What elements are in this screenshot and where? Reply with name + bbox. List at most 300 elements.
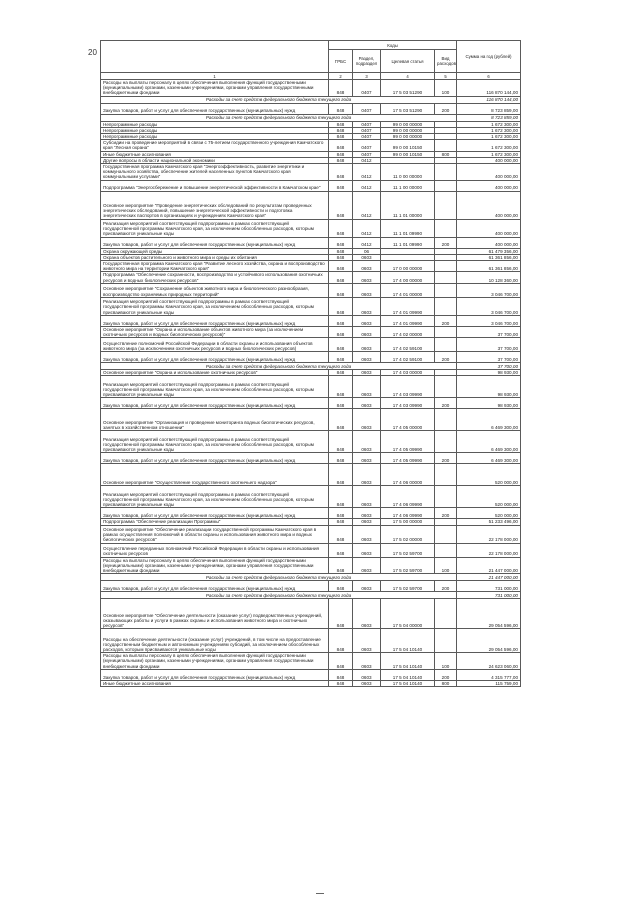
section-cell: 0603 — [353, 315, 381, 326]
codes-group-header: Коды — [329, 41, 457, 50]
grbs-cell: 848 — [329, 315, 353, 326]
grbs-cell: 848 — [329, 653, 353, 670]
section-cell: 0603 — [353, 581, 381, 592]
expense-type-cell — [435, 543, 457, 557]
expense-type-cell — [435, 376, 457, 398]
section-cell: 0407 — [353, 80, 381, 97]
row-name: Подпрограмма "Энергосбережение и повышение энергетической эффективности в Камчатском крае" — [101, 180, 329, 191]
grbs-cell: 848 — [329, 134, 353, 140]
target-article-cell: 17 4 06 09990 — [381, 486, 435, 508]
amount-cell: 400 000,00 — [457, 157, 521, 163]
amount-cell: 520 000,00 — [457, 464, 521, 486]
expense-type-cell: 100 — [435, 80, 457, 97]
expense-type-cell — [435, 140, 457, 151]
amount-cell: 22 178 000,00 — [457, 525, 521, 543]
amount-cell: 98 930,00 — [457, 370, 521, 376]
section-cell: 0603 — [353, 254, 381, 260]
source-label: Расходы за счет средств федерального бюджета текущего года — [101, 363, 457, 370]
target-article-cell: 17 4 03 00000 — [381, 370, 435, 376]
table-row — [101, 237, 521, 248]
amount-cell: 520 000,00 — [457, 508, 521, 519]
row-name: Основное мероприятие "Охрана и использование объектов животного мира (за исключением охотничьих ресурсов и водных биологических ресурсов)" — [101, 326, 329, 337]
amount-cell: 61 361 856,00 — [457, 254, 521, 260]
expense-type-cell: 800 — [435, 151, 457, 157]
amount-cell: 3 046 700,00 — [457, 283, 521, 297]
grbs-cell: 848 — [329, 464, 353, 486]
sum-column-header: Сумма на год (рублей) — [457, 41, 521, 73]
table-row — [101, 599, 521, 629]
amount-cell: 22 178 000,00 — [457, 543, 521, 557]
grbs-cell: 848 — [329, 121, 353, 127]
row-name: Осуществление переданных полномочий Российской Федерации в области охраны и использования охотничьих ресурсов — [101, 543, 329, 557]
target-article-cell: 17 4 00 00000 — [381, 272, 435, 283]
section-cell: 0407 — [353, 127, 381, 133]
amount-cell: 51 233 496,00 — [457, 519, 521, 525]
section-cell: 0603 — [353, 409, 381, 431]
grbs-cell: 848 — [329, 525, 353, 543]
expense-type-cell — [435, 431, 457, 453]
amount-cell: 116 870 144,00 — [457, 80, 521, 97]
expense-type-cell — [435, 180, 457, 191]
row-name: Основное мероприятие "Обеспечение деятельности (оказание услуг) подведомственных учреждений, оказывающих работы и услуги в рамках охраны и использования животного мира и охотничьих ресурсов" — [101, 599, 329, 629]
budget-table — [100, 40, 521, 687]
section-cell: 0603 — [353, 283, 381, 297]
row-name: Основное мероприятие "Сохранение объектов животного мира и биологического разнообразия, воспроизводство охраняемых природных территорий" — [101, 283, 329, 297]
expense-type-cell: 200 — [435, 398, 457, 409]
section-cell: 0407 — [353, 151, 381, 157]
table-row — [101, 669, 521, 680]
row-name: Основное мероприятие "Обеспечение реализации государственной программы Камчатского края в рамках осуществления полномочий в области охраны и использования животного мира и водных биологических ресурсов" — [101, 525, 329, 543]
target-article-cell: 17 5 04 10140 — [381, 669, 435, 680]
amount-cell: 37 700,00 — [457, 352, 521, 363]
expense-type-cell — [435, 326, 457, 337]
grbs-cell: 848 — [329, 519, 353, 525]
target-article-cell: 99 0 00 00000 — [381, 121, 435, 127]
column-number: 1 — [101, 73, 329, 80]
section-cell: 0603 — [353, 272, 381, 283]
expense-type-cell: 200 — [435, 315, 457, 326]
target-article-cell: 99 0 00 00000 — [381, 134, 435, 140]
expense-type-cell — [435, 338, 457, 352]
table-row — [101, 464, 521, 486]
row-name: Расходы на выплаты персоналу в целях обеспечения выполнения функций государственными (муниципальными) органами, казенными учреждениями, органами управления государственными внебюджетными фондами — [101, 557, 329, 574]
amount-cell: 731 000,00 — [457, 581, 521, 592]
table-row — [101, 581, 521, 592]
grbs-cell: 848 — [329, 352, 353, 363]
section-cell: 0603 — [353, 297, 381, 315]
section-cell: 0603 — [353, 669, 381, 680]
target-article-cell: 17 5 03 51290 — [381, 103, 435, 114]
table-row — [101, 486, 521, 508]
grbs-cell: 848 — [329, 508, 353, 519]
table-row — [101, 680, 521, 686]
grbs-cell: 848 — [329, 272, 353, 283]
target-article-cell: 99 0 00 10150 — [381, 140, 435, 151]
expense-type-cell — [435, 629, 457, 653]
column-number: 3 — [353, 73, 381, 80]
table-row — [101, 326, 521, 337]
amount-cell: 37 700,00 — [457, 338, 521, 352]
section-cell: 0412 — [353, 180, 381, 191]
section-cell: 0412 — [353, 219, 381, 237]
section-cell: 0412 — [353, 191, 381, 219]
grbs-cell: 848 — [329, 127, 353, 133]
table-row — [101, 272, 521, 283]
target-article-cell: 99 0 00 00000 — [381, 127, 435, 133]
table-row — [101, 352, 521, 363]
header-row — [101, 41, 521, 50]
column-number: 2 — [329, 73, 353, 80]
expense-type-cell: 200 — [435, 669, 457, 680]
expense-type-cell — [435, 525, 457, 543]
grbs-cell: 848 — [329, 453, 353, 464]
table-row — [101, 164, 521, 181]
section-cell: 0603 — [353, 326, 381, 337]
source-subrow — [101, 96, 521, 103]
amount-cell: 61 361 856,00 — [457, 261, 521, 272]
expense-type-cell — [435, 486, 457, 508]
row-name: Закупка товаров, работ и услуг для обеспечения государственных (муниципальных) нужд — [101, 508, 329, 519]
row-name: Основное мероприятие "Осуществление государственного охотничьего надзора" — [101, 464, 329, 486]
grbs-cell: 848 — [329, 326, 353, 337]
grbs-cell: 848 — [329, 557, 353, 574]
table-row — [101, 398, 521, 409]
section-cell: 0603 — [353, 525, 381, 543]
section-cell: 0603 — [353, 599, 381, 629]
expense-type-cell — [435, 599, 457, 629]
row-name: Осуществление полномочий Российской Федерации в области охраны и использования объектов животного мира (за исключением охотничьих ресурсов и водных биологических ресурсов) — [101, 338, 329, 352]
grbs-cell: 848 — [329, 581, 353, 592]
section-cell: 0603 — [353, 653, 381, 670]
amount-cell: 1 672 300,00 — [457, 134, 521, 140]
row-name: Государственная программа Камчатского края "Энергоэффективность, развитие энергетики и коммунального хозяйства, обеспечение жителей населенных пунктов Камчатского края коммунальными услугами" — [101, 164, 329, 181]
section-cell: 0603 — [353, 519, 381, 525]
table-row — [101, 543, 521, 557]
expense-type-cell: 200 — [435, 508, 457, 519]
row-name: Иные бюджетные ассигнования — [101, 680, 329, 686]
target-article-cell: 17 4 01 09990 — [381, 297, 435, 315]
footer-dash — [316, 893, 324, 894]
table-row — [101, 338, 521, 352]
section-cell: 0603 — [353, 543, 381, 557]
amount-cell: 116 870 144,00 — [457, 96, 521, 103]
section-cell: 0603 — [353, 352, 381, 363]
row-name: Закупка товаров, работ и услуг для обеспечения государственных (муниципальных) нужд — [101, 315, 329, 326]
amount-cell: 37 700,00 — [457, 363, 521, 370]
grbs-cell: 848 — [329, 669, 353, 680]
table-row — [101, 453, 521, 464]
row-name: Закупка товаров, работ и услуг для обеспечения государственных (муниципальных) нужд — [101, 103, 329, 114]
column-number: 6 — [457, 73, 521, 80]
amount-cell: 731 000,00 — [457, 592, 521, 599]
section-cell: 0603 — [353, 376, 381, 398]
table-row — [101, 80, 521, 97]
expense-type-cell — [435, 464, 457, 486]
amount-cell: 400 000,00 — [457, 237, 521, 248]
target-article-cell: 17 4 02 00000 — [381, 326, 435, 337]
row-name: Закупка товаров, работ и услуг для обеспечения государственных (муниципальных) нужд — [101, 352, 329, 363]
expense-type-cell — [435, 219, 457, 237]
row-name: Расходы на выплаты персоналу в целях обеспечения выполнения функций государственными (муниципальными) органами, казенными учреждениями, органами управления государственными внебюджетными фондами — [101, 80, 329, 97]
table-row — [101, 653, 521, 670]
amount-cell: 1 672 300,00 — [457, 140, 521, 151]
grbs-cell: 848 — [329, 151, 353, 157]
section-cell: 0603 — [353, 557, 381, 574]
amount-cell: 1 672 300,00 — [457, 151, 521, 157]
table-row — [101, 409, 521, 431]
grbs-header: ГРБС — [329, 50, 353, 73]
target-article-cell: 17 4 05 09990 — [381, 453, 435, 464]
amount-cell: 6 469 300,00 — [457, 409, 521, 431]
target-article-cell: 17 4 03 09990 — [381, 398, 435, 409]
target-article-cell: 17 5 04 10140 — [381, 629, 435, 653]
amount-cell: 37 700,00 — [457, 326, 521, 337]
target-article-cell: 17 5 04 10140 — [381, 680, 435, 686]
table-row — [101, 376, 521, 398]
expense-type-cell — [435, 164, 457, 181]
section-cell: 0603 — [353, 338, 381, 352]
target-article-cell: 17 4 05 00000 — [381, 409, 435, 431]
grbs-cell: 848 — [329, 486, 353, 508]
section-cell: 0603 — [353, 431, 381, 453]
grbs-cell: 848 — [329, 157, 353, 163]
section-cell: 0412 — [353, 164, 381, 181]
grbs-cell: 848 — [329, 398, 353, 409]
amount-cell: 400 000,00 — [457, 164, 521, 181]
row-name: Закупка товаров, работ и услуг для обеспечения государственных (муниципальных) нужд — [101, 581, 329, 592]
expense-type-cell — [435, 409, 457, 431]
source-label: Расходы за счет средств федерального бюджета текущего года — [101, 96, 457, 103]
amount-cell: 29 054 596,00 — [457, 599, 521, 629]
table-row — [101, 525, 521, 543]
target-article-header: Целевая статья — [381, 50, 435, 73]
target-article-cell: 11 1 00 00000 — [381, 180, 435, 191]
section-cell: 0407 — [353, 103, 381, 114]
expense-type-cell: 200 — [435, 103, 457, 114]
table-row — [101, 508, 521, 519]
row-name: Закупка товаров, работ и услуг для обеспечения государственных (муниципальных) нужд — [101, 398, 329, 409]
expense-type-cell — [435, 191, 457, 219]
amount-cell: 29 054 596,00 — [457, 629, 521, 653]
source-label: Расходы за счет средств федерального бюджета текущего года — [101, 592, 457, 599]
amount-cell: 98 930,00 — [457, 376, 521, 398]
amount-cell: 8 723 859,00 — [457, 103, 521, 114]
target-article-cell: 17 5 02 59700 — [381, 543, 435, 557]
section-cell: 0603 — [353, 453, 381, 464]
amount-cell: 1 672 300,00 — [457, 127, 521, 133]
expense-type-header: Вид расходов — [435, 50, 457, 73]
grbs-cell: 848 — [329, 338, 353, 352]
section-cell: 0407 — [353, 140, 381, 151]
row-name: Непрограммные расходы — [101, 127, 329, 133]
target-article-cell: 17 5 00 00000 — [381, 519, 435, 525]
target-article-cell: 17 4 01 00000 — [381, 283, 435, 297]
table-row — [101, 219, 521, 237]
grbs-cell: 848 — [329, 409, 353, 431]
table-row — [101, 431, 521, 453]
grbs-cell: 848 — [329, 191, 353, 219]
grbs-cell: 848 — [329, 80, 353, 97]
amount-cell: 1 672 300,00 — [457, 121, 521, 127]
section-cell: 0603 — [353, 680, 381, 686]
expense-type-cell: 200 — [435, 581, 457, 592]
grbs-cell: 848 — [329, 261, 353, 272]
row-name: Реализация мероприятий соответствующей подпрограммы в рамках соответствующей государственной программы Камчатского края, за исключением обособленных расходов, которым присваиваются уникальные коды — [101, 219, 329, 237]
amount-cell: 115 759,00 — [457, 680, 521, 686]
target-article-cell: 17 5 02 59700 — [381, 557, 435, 574]
source-subrow — [101, 114, 521, 121]
table-row — [101, 283, 521, 297]
expense-type-cell: 200 — [435, 453, 457, 464]
grbs-cell: 848 — [329, 599, 353, 629]
table-row — [101, 297, 521, 315]
grbs-cell: 848 — [329, 543, 353, 557]
amount-cell: 24 623 060,00 — [457, 653, 521, 670]
expense-type-cell — [435, 283, 457, 297]
table-row — [101, 103, 521, 114]
amount-cell: 6 469 300,00 — [457, 453, 521, 464]
section-cell: 0603 — [353, 508, 381, 519]
target-article-cell: 17 4 02 59100 — [381, 338, 435, 352]
row-name: Закупка товаров, работ и услуг для обеспечения государственных (муниципальных) нужд — [101, 453, 329, 464]
row-name: Основное мероприятие "Охрана и использование охотничьих ресурсов" — [101, 370, 329, 376]
row-name: Основное мероприятие "Проведение энергетических обследований по результатам проведенных энергетических обследований, повышение энергетической эффективности и подготовка энергетических паспортов в организациях и учреждениях Камчатского края" — [101, 191, 329, 219]
page-number: 20 — [88, 48, 97, 57]
section-cell: 0412 — [353, 237, 381, 248]
target-article-cell: 17 4 06 09990 — [381, 508, 435, 519]
row-name: Государственная программа Камчатского края "Развитие лесного хозяйства, охрана и воспроизводство животного мира на территории Камчатского края" — [101, 261, 329, 272]
grbs-cell: 848 — [329, 297, 353, 315]
amount-cell: 98 930,00 — [457, 398, 521, 409]
expense-type-cell: 200 — [435, 237, 457, 248]
table-row — [101, 557, 521, 574]
section-cell: 0603 — [353, 370, 381, 376]
row-name: Расходы на обеспечение деятельности (оказание услуг) учреждений, в том числе на предоставление государственным бюджетным и автономным учреждениям субсидий, за исключением обособленных расходов, которым присваиваются уникальные коды — [101, 629, 329, 653]
source-subrow — [101, 592, 521, 599]
row-name: Основное мероприятие "Организация и проведение мониторинга водных биологических ресурсов, занятых в хозяйственном отношении" — [101, 409, 329, 431]
row-name: Охрана окружающей среды — [101, 248, 329, 254]
amount-cell: 21 447 000,00 — [457, 574, 521, 581]
grbs-cell: 848 — [329, 254, 353, 260]
grbs-cell: 848 — [329, 376, 353, 398]
row-name: Реализация мероприятий соответствующей подпрограммы в рамках соответствующей государственной программы Камчатского края, за исключением обособленных расходов, которым присваиваются уникальные коды — [101, 376, 329, 398]
row-name: Непрограммные расходы — [101, 134, 329, 140]
amount-cell: 21 447 000,00 — [457, 557, 521, 574]
row-name: Субсидии на проведение мероприятий в связи с 75-летием государственного учреждения Камчатского края "Лесная охрана" — [101, 140, 329, 151]
target-article-cell: 11 0 00 00000 — [381, 164, 435, 181]
section-cell: 0407 — [353, 121, 381, 127]
target-article-cell: 11 1 01 09990 — [381, 237, 435, 248]
row-name: Закупка товаров, работ и услуг для обеспечения государственных (муниципальных) нужд — [101, 669, 329, 680]
source-subrow — [101, 363, 521, 370]
grbs-cell: 848 — [329, 629, 353, 653]
row-name: Иные бюджетные ассигнования — [101, 151, 329, 157]
row-name: Другие вопросы в области национальной экономики — [101, 157, 329, 163]
grbs-cell: 848 — [329, 680, 353, 686]
grbs-cell: 848 — [329, 248, 353, 254]
target-article-cell: 17 4 01 09990 — [381, 315, 435, 326]
section-cell: 0412 — [353, 157, 381, 163]
row-name: Реализация мероприятий соответствующей подпрограммы в рамках соответствующей государственной программы Камчатского края, за исключением обособленных расходов, которым присваиваются уникальные коды — [101, 431, 329, 453]
target-article-cell: 17 5 04 00000 — [381, 599, 435, 629]
section-cell: 0603 — [353, 398, 381, 409]
amount-cell: 3 046 700,00 — [457, 297, 521, 315]
grbs-cell: 848 — [329, 219, 353, 237]
grbs-cell: 848 — [329, 180, 353, 191]
table-body — [101, 80, 521, 687]
row-name: Закупка товаров, работ и услуг для обеспечения государственных (муниципальных) нужд — [101, 237, 329, 248]
table-row — [101, 315, 521, 326]
target-article-cell: 17 5 03 51290 — [381, 80, 435, 97]
table-row — [101, 180, 521, 191]
grbs-cell: 848 — [329, 103, 353, 114]
target-article-cell: 17 5 02 00000 — [381, 525, 435, 543]
section-cell: 0603 — [353, 629, 381, 653]
section-cell: 06 — [353, 248, 381, 254]
amount-cell: 400 000,00 — [457, 191, 521, 219]
amount-cell: 400 000,00 — [457, 180, 521, 191]
expense-type-cell: 100 — [435, 557, 457, 574]
row-name: Подпрограмма "Обеспечение сохранности, воспроизводство и устойчивого использования охотничьих ресурсов и водных биологических ресурсов" — [101, 272, 329, 283]
grbs-cell: 848 — [329, 164, 353, 181]
amount-cell: 400 000,00 — [457, 219, 521, 237]
source-subrow — [101, 574, 521, 581]
table-row — [101, 629, 521, 653]
grbs-cell: 848 — [329, 370, 353, 376]
expense-type-cell — [435, 272, 457, 283]
amount-cell: 8 723 859,00 — [457, 114, 521, 121]
row-name: Реализация мероприятий соответствующей подпрограммы в рамках соответствующей государственной программы Камчатского края, за исключением обособленных расходов, которым присваиваются уникальные коды — [101, 297, 329, 315]
table-row — [101, 191, 521, 219]
target-article-cell: 17 0 00 00000 — [381, 261, 435, 272]
grbs-cell: 848 — [329, 431, 353, 453]
target-article-cell: 11 1 01 09990 — [381, 219, 435, 237]
column-number: 4 — [381, 73, 435, 80]
row-name: Охрана объектов растительного и животного мира и среды их обитания — [101, 254, 329, 260]
column-numbers-row — [101, 73, 521, 80]
expense-type-cell — [435, 297, 457, 315]
name-column-header — [101, 41, 329, 73]
expense-type-cell: 100 — [435, 653, 457, 670]
amount-cell: 6 469 300,00 — [457, 431, 521, 453]
target-article-cell: 17 4 05 09990 — [381, 431, 435, 453]
amount-cell: 4 315 777,00 — [457, 669, 521, 680]
row-name: Расходы на выплаты персоналу в целях обеспечения выполнения функций государственными (муниципальными) органами, казенными учреждениями, органами управления государственными внебюджетными фондами — [101, 653, 329, 670]
amount-cell: 3 046 700,00 — [457, 315, 521, 326]
section-cell: 0603 — [353, 261, 381, 272]
target-article-cell: 17 4 03 09990 — [381, 376, 435, 398]
target-article-cell: 17 5 04 10140 — [381, 653, 435, 670]
expense-type-cell: 200 — [435, 352, 457, 363]
section-cell: 0407 — [353, 134, 381, 140]
section-cell: 0603 — [353, 486, 381, 508]
source-label: Расходы за счет средств федерального бюджета текущего года — [101, 574, 457, 581]
table-row — [101, 261, 521, 272]
column-number: 5 — [435, 73, 457, 80]
table-row — [101, 140, 521, 151]
section-cell: 0603 — [353, 464, 381, 486]
row-name: Непрограммные расходы — [101, 121, 329, 127]
target-article-cell: 99 0 00 10150 — [381, 151, 435, 157]
target-article-cell: 17 4 06 00000 — [381, 464, 435, 486]
amount-cell: 520 000,00 — [457, 486, 521, 508]
expense-type-cell — [435, 261, 457, 272]
grbs-cell: 848 — [329, 237, 353, 248]
section-header: Раздел, подраздел — [353, 50, 381, 73]
grbs-cell: 848 — [329, 283, 353, 297]
expense-type-cell: 800 — [435, 680, 457, 686]
source-label: Расходы за счет средств федерального бюджета текущего года — [101, 114, 457, 121]
